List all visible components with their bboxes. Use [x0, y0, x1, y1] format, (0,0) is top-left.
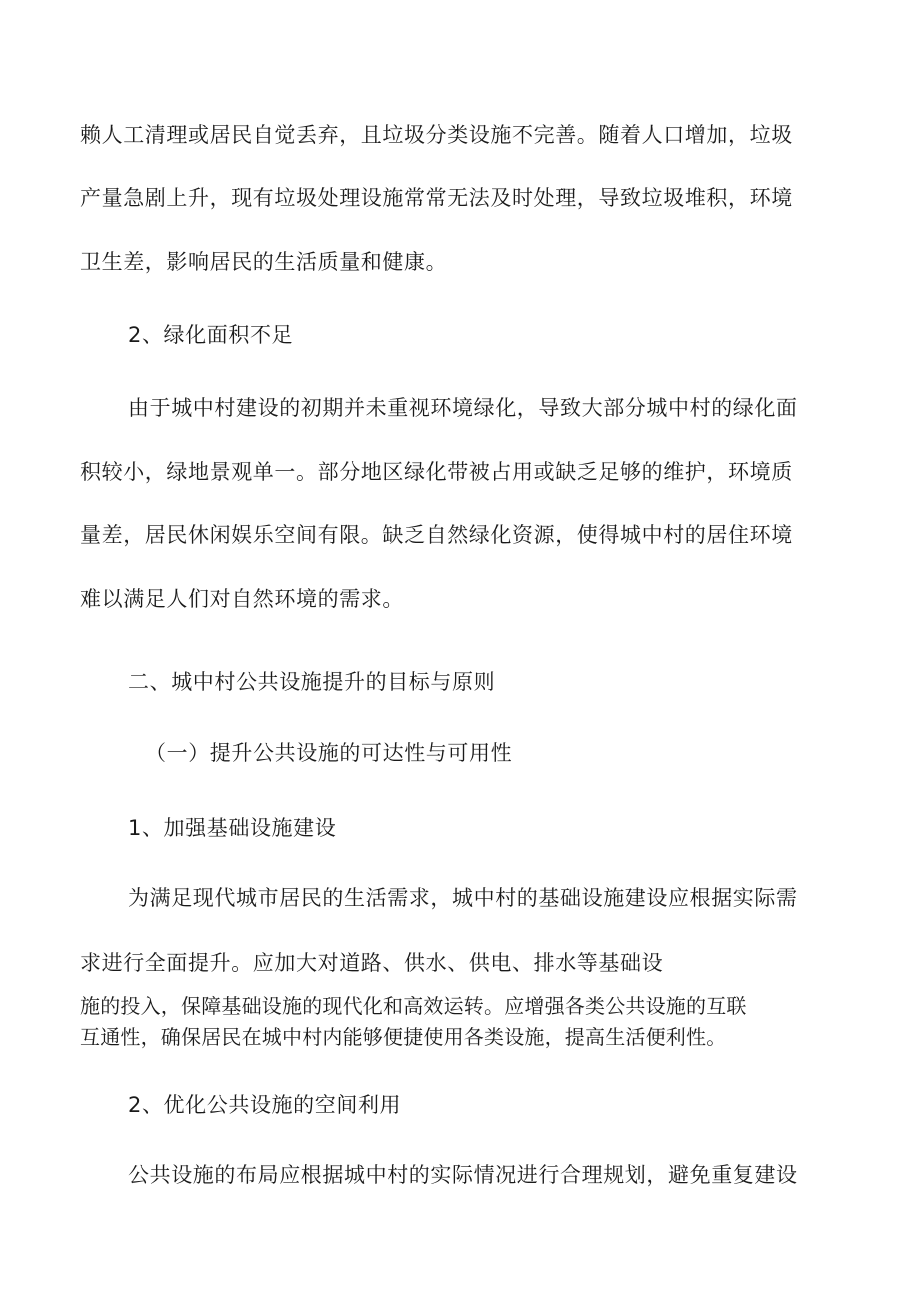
section-heading: 1、加强基础设施建设 — [128, 816, 337, 840]
paragraph-line: 公共设施的布局应根据城中村的实际情况进行合理规划，避免重复建设 — [128, 1163, 798, 1187]
section-heading: 2、绿化面积不足 — [128, 323, 294, 347]
paragraph-line: 赖人工清理或居民自觉丢弃，且垃圾分类设施不完善。随着人口增加，垃圾 — [80, 123, 793, 147]
paragraph-line: 互通性，确保居民在城中村内能够便捷使用各类设施，提高生活便利性。 — [80, 1025, 727, 1049]
paragraph-line: 量差，居民休闲娱乐空间有限。缺乏自然绿化资源，使得城中村的居住环境 — [80, 523, 793, 547]
paragraph-line: 施的投入，保障基础设施的现代化和高效运转。应增强各类公共设施的互联 — [80, 994, 747, 1018]
section-heading: 2、优化公共设施的空间利用 — [128, 1093, 402, 1117]
paragraph-line: 积较小，绿地景观单一。部分地区绿化带被占用或缺乏足够的维护，环境质 — [80, 460, 793, 484]
paragraph-line: 为满足现代城市居民的生活需求，城中村的基础设施建设应根据实际需 — [128, 886, 798, 910]
paragraph-line: 求进行全面提升。应加大对道路、供水、供电、排水等基础设 — [80, 951, 664, 975]
paragraph-line: 由于城中村建设的初期并未重视环境绿化，导致大部分城中村的绿化面 — [128, 396, 798, 420]
paragraph-line: 产量急剧上升，现有垃圾处理设施常常无法及时处理，导致垃圾堆积，环境 — [80, 186, 793, 210]
subsection-heading: （一）提升公共设施的可达性与可用性 — [145, 741, 513, 765]
paragraph-line: 卫生差，影响居民的生活质量和健康。 — [80, 250, 448, 274]
chapter-heading: 二、城中村公共设施提升的目标与原则 — [128, 670, 496, 694]
paragraph-line: 难以满足人们对自然环境的需求。 — [80, 587, 404, 611]
